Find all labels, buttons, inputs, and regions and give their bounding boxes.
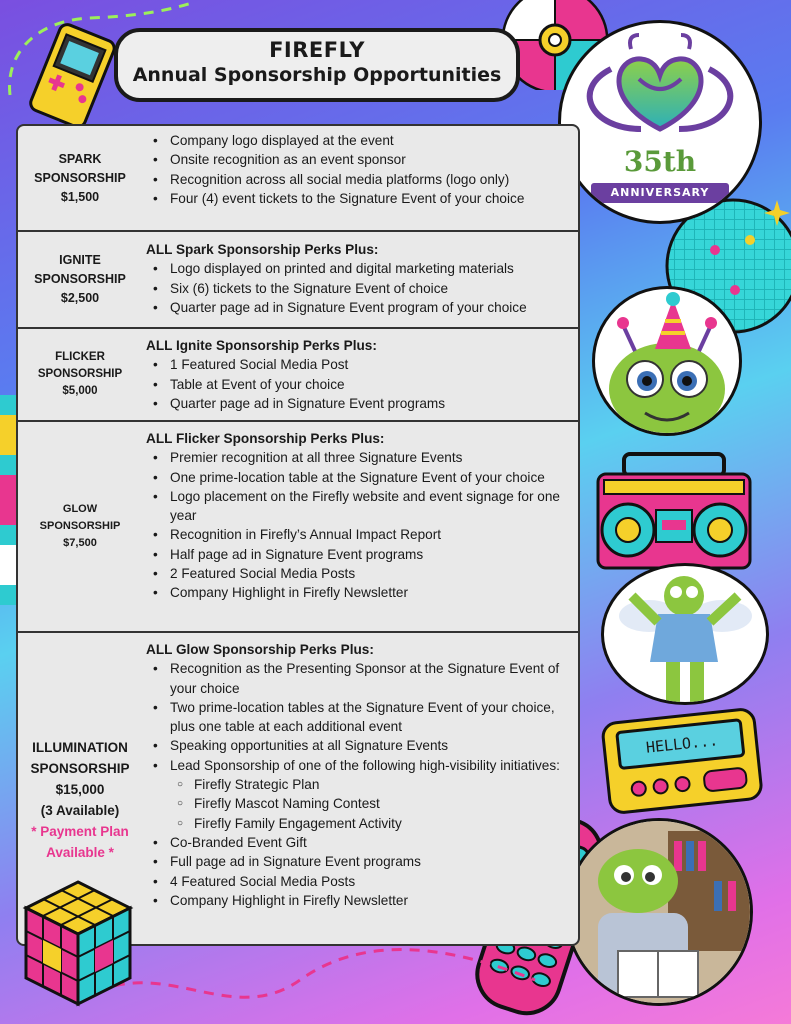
tier-illumination-availability: (3 Available) [40,803,120,818]
tier-flicker-perks [146,336,568,413]
tier-flicker-price: $5,000 [62,385,98,397]
mascot-reading-icon [568,821,750,1003]
tier-ignite-perks [146,240,568,317]
mascot-party-hat-circle [592,286,742,436]
tier-spark-label [18,126,142,230]
heart-firefly-icon [561,29,759,159]
tier-spark-perks [146,131,568,208]
dashed-swirl-bottom [80,940,540,1024]
tier-ignite-heading: ALL Spark Sponsorship Perks Plus: [146,242,379,257]
list-item [170,756,568,833]
list-item: • Recognition in Firefly’s Annual Impact Report [170,525,568,544]
list-item: • Company Highlight in Firefly Newsletter [170,583,568,602]
title-banner [114,28,520,102]
title-subtitle: Annual Sponsorship Opportunities [132,64,502,86]
list-item: • One prime-location table at the Signature Event of your choice [170,468,568,487]
tier-illumination-heading: ALL Glow Sponsorship Perks Plus: [146,642,374,657]
payment-plan-note-2: Available * [46,845,114,860]
list-item: • Co-Branded Event Gift [170,833,568,852]
tier-glow [18,422,578,633]
tier-flicker-name-1: FLICKER [55,351,105,363]
tier-illumination-perks [146,640,568,910]
tier-ignite-price: $2,500 [60,291,100,305]
tier-flicker [18,329,578,422]
sub-list-item: ○ Firefly Strategic Plan [194,775,568,794]
list-item: • Onsite recognition as an event sponsor [170,150,568,169]
list-item: • Two prime-location tables at the Signature Event of your choice, plus one table at each additional event [170,698,568,737]
tier-spark-name-1: SPARK [58,151,102,166]
handheld-game-icon [28,22,118,132]
list-item: • Table at Event of your choice [170,375,568,394]
list-item: • Premier recognition at all three Signature Events [170,448,568,467]
tier-glow-perks [146,429,568,603]
tier-ignite [18,232,578,329]
tier-illumination-price: $15,000 [55,782,105,797]
list-item: • Four (4) event tickets to the Signature Event of your choice [170,189,568,208]
mascot-reading-circle [565,818,753,1006]
tier-glow-heading: ALL Flicker Sponsorship Perks Plus: [146,431,385,446]
list-item: • Recognition across all social media platforms (logo only) [170,170,568,189]
list-item: • Company logo displayed at the event [170,131,568,150]
pager-icon [600,704,765,816]
list-item: • Recognition as the Presenting Sponsor at the Signature Event of your choice [170,659,568,698]
retro-stripes-icon [0,395,16,605]
title-main: FIREFLY [269,38,365,62]
puzzle-cube-icon [18,878,138,1008]
pager-screen-text: HELLO... [645,731,719,757]
payment-plan-note-1: * Payment Plan [31,824,129,839]
list-item-text: Lead Sponsorship of one of the following high-visibility initiatives: [170,757,560,773]
list-item: • Company Highlight in Firefly Newsletter [170,891,568,910]
tier-ignite-name-2: SPONSORSHIP [34,272,126,286]
sub-list-item: ○ Firefly Mascot Naming Contest [194,794,568,813]
list-item: • Speaking opportunities at all Signature Events [170,736,568,755]
tier-glow-name-1: GLOW [62,503,98,515]
anniversary-years: 35th [623,145,697,178]
tier-glow-name-2: SPONSORSHIP [39,520,121,532]
tier-illumination-name-1: ILLUMINATION [32,740,128,755]
list-item: • 2 Featured Social Media Posts [170,564,568,583]
tier-spark [18,126,578,232]
tier-flicker-heading: ALL Ignite Sponsorship Perks Plus: [146,338,377,353]
tier-flicker-label [18,329,142,420]
mascot-blue-shirt-icon [604,566,766,702]
list-item: • Full page ad in Signature Event programs [170,852,568,871]
tier-glow-label [18,422,142,631]
anniversary-ribbon: ANNIVERSARY [591,183,729,203]
sponsorship-table [16,124,580,946]
list-item: • Six (6) tickets to the Signature Event of choice [170,279,568,298]
initiatives-sublist [170,775,568,833]
tier-ignite-name-1: IGNITE [59,253,101,267]
list-item: • Half page ad in Signature Event programs [170,545,568,564]
anniversary-logo [558,20,762,224]
list-item: • Logo displayed on printed and digital marketing materials [170,259,568,278]
tier-flicker-name-2: SPONSORSHIP [37,368,123,380]
list-item: • Quarter page ad in Signature Event program of your choice [170,298,568,317]
tier-spark-price: $1,500 [60,189,100,204]
mascot-blue-shirt-circle [601,563,769,705]
sub-list-item: ○ Firefly Family Engagement Activity [194,814,568,833]
list-item: • Logo placement on the Firefly website and event signage for one year [170,487,568,526]
mascot-party-hat-icon [595,289,739,433]
boombox-icon [594,448,754,573]
tier-illumination-name-2: SPONSORSHIP [30,761,130,776]
list-item: • 1 Featured Social Media Post [170,355,568,374]
list-item: • Quarter page ad in Signature Event programs [170,394,568,413]
list-item: • 4 Featured Social Media Posts [170,872,568,891]
tier-ignite-label [18,232,142,327]
tier-spark-name-2: SPONSORSHIP [34,170,126,185]
tier-glow-price: $7,500 [63,537,97,549]
